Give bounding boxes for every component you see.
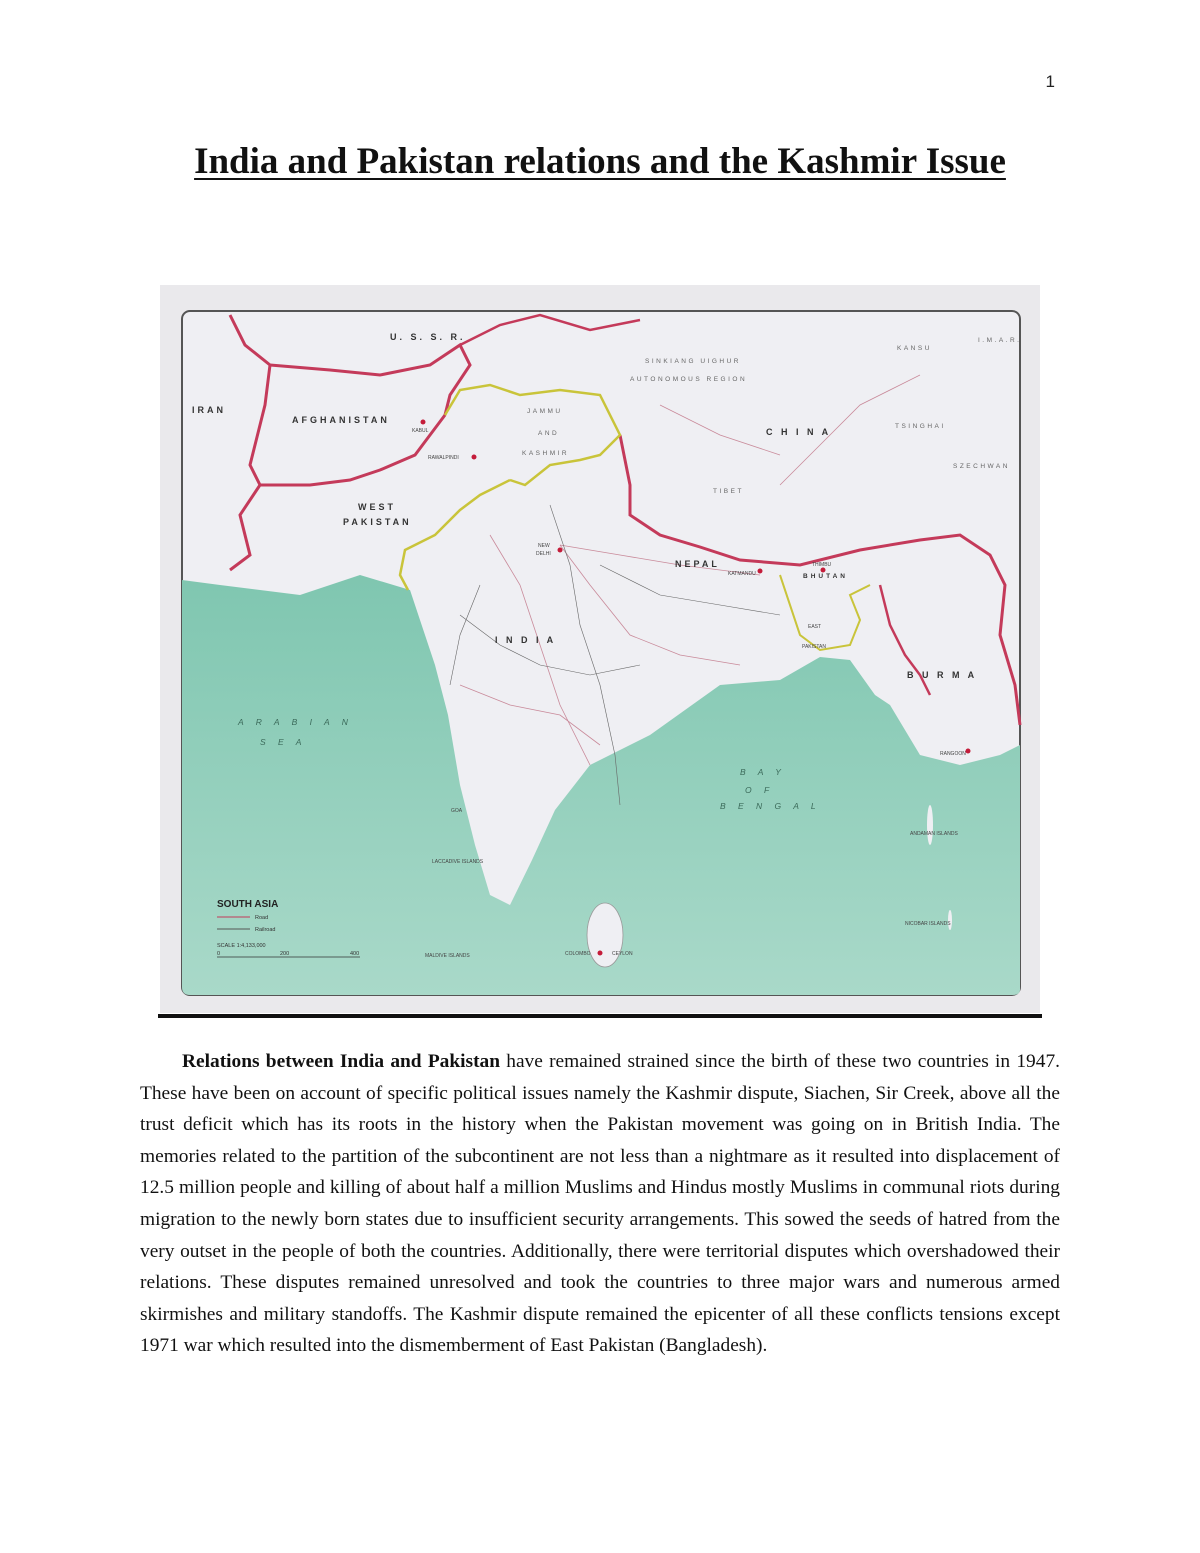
label-nicobar: NICOBAR ISLANDS (905, 921, 951, 927)
label-east-pakistan-2: PAKISTAN (802, 644, 826, 650)
map-graphic (160, 285, 1040, 1013)
label-szechwan: SZECHWAN (953, 463, 1010, 470)
label-bay-1: B A Y (740, 767, 786, 777)
label-sinkiang-1: SINKIANG UIGHUR (645, 358, 742, 365)
scale-tick-0: 0 (217, 951, 221, 957)
scale-tick-1: 200 (280, 951, 290, 957)
label-west-pakistan-2: PAKISTAN (343, 517, 412, 527)
page-number: 1 (1045, 72, 1055, 91)
label-east-pakistan-1: EAST (808, 624, 822, 630)
label-iran: IRAN (192, 405, 226, 415)
label-bay-2: O F (745, 785, 775, 795)
label-china: C H I N A (766, 427, 832, 437)
label-kabul: KABUL (412, 428, 429, 434)
legend-road: Road (255, 915, 269, 921)
paragraph-body: have remained strained since the birth of these two countries in 1947. These have been on account of specific political issues namely the Kashmir dispute, Siachen, Sir Creek, above all the trust deficit which has its roots in the history when the Pakistan movement was going on in British India. The memories related to the partition of the subcontinent are not less than a nightmare as it resulted into displacement of 12.5 million people and killing of about half a million Muslims and Hindus mostly Muslims in communal riots during migration to the newly born states due to insufficient security arrangements. This sowed the seeds of hatred from the very outset in the people of both the countries. Additionally, there were territorial disputes which overshadowed their relations. These disputes remained unresolved and took the countries to three major wars and numerous armed skirmishes and military standoffs. The Kashmir dispute remained the epicenter of all these conflicts tensions except 1971 war which resulted into the dismemberment of East Pakistan (Bangladesh). (140, 1051, 1060, 1357)
label-imar: I.M.A.R. (978, 337, 1022, 344)
rangoon-marker (966, 749, 971, 754)
legend-scale: SCALE 1:4,133,000 (217, 943, 266, 949)
label-jammu-2: AND (538, 430, 560, 437)
label-rawalpindi: RAWALPINDI (428, 455, 459, 461)
document-title: India and Pakistan relations and the Kashmir Issue (194, 141, 1006, 182)
south-asia-map (160, 285, 1040, 1013)
body-paragraph (140, 1046, 1060, 1362)
label-arabian-sea-2: S E A (260, 737, 307, 747)
scale-tick-2: 400 (350, 951, 360, 957)
label-bhutan: BHUTAN (803, 573, 848, 580)
paragraph-lead: Relations between India and Pakistan (182, 1051, 501, 1072)
label-sinkiang-2: AUTONOMOUS REGION (630, 376, 748, 383)
label-afghanistan: AFGHANISTAN (292, 415, 390, 425)
new-delhi-marker (558, 548, 563, 553)
label-tsinghai: TSINGHAI (895, 423, 946, 430)
label-burma: B U R M A (907, 670, 978, 680)
andaman-islands (927, 805, 933, 845)
label-ceylon: CEYLON (612, 951, 633, 957)
label-thimbu: THIMBU (812, 562, 832, 568)
label-laccadive: LACCADIVE ISLANDS (432, 859, 484, 865)
label-arabian-sea-1: A R A B I A N (238, 717, 353, 727)
legend-title: SOUTH ASIA (217, 899, 279, 910)
label-rangoon: RANGOON (940, 751, 966, 757)
label-ussr: U. S. S. R. (390, 332, 466, 342)
legend-railroad: Railroad (255, 927, 276, 933)
label-andaman: ANDAMAN ISLANDS (910, 831, 958, 837)
label-new-delhi-2: DELHI (536, 551, 551, 557)
label-goa: GOA (451, 808, 463, 814)
nicobar-islands (948, 910, 952, 930)
colombo-marker (598, 951, 603, 956)
katmandu-marker (758, 569, 763, 574)
thimbu-marker (821, 568, 826, 573)
label-nepal: NEPAL (675, 559, 720, 569)
label-maldive: MALDIVE ISLANDS (425, 953, 470, 959)
label-jammu-3: KASHMIR (522, 450, 570, 457)
label-katmandu: KATMANDU (728, 571, 756, 577)
label-tibet: TIBET (713, 488, 744, 495)
label-jammu-1: JAMMU (527, 408, 563, 415)
label-colombo: COLOMBO (565, 951, 591, 957)
label-bay-3: B E N G A L (720, 801, 821, 811)
ceylon-island (587, 903, 623, 967)
rawalpindi-marker (472, 455, 477, 460)
label-kansu: KANSU (897, 345, 932, 352)
label-new-delhi-1: NEW (538, 543, 550, 549)
map-bottom-rule (158, 1014, 1042, 1018)
kabul-marker (421, 420, 426, 425)
label-west-pakistan-1: WEST (358, 502, 396, 512)
label-india: I N D I A (495, 635, 557, 645)
